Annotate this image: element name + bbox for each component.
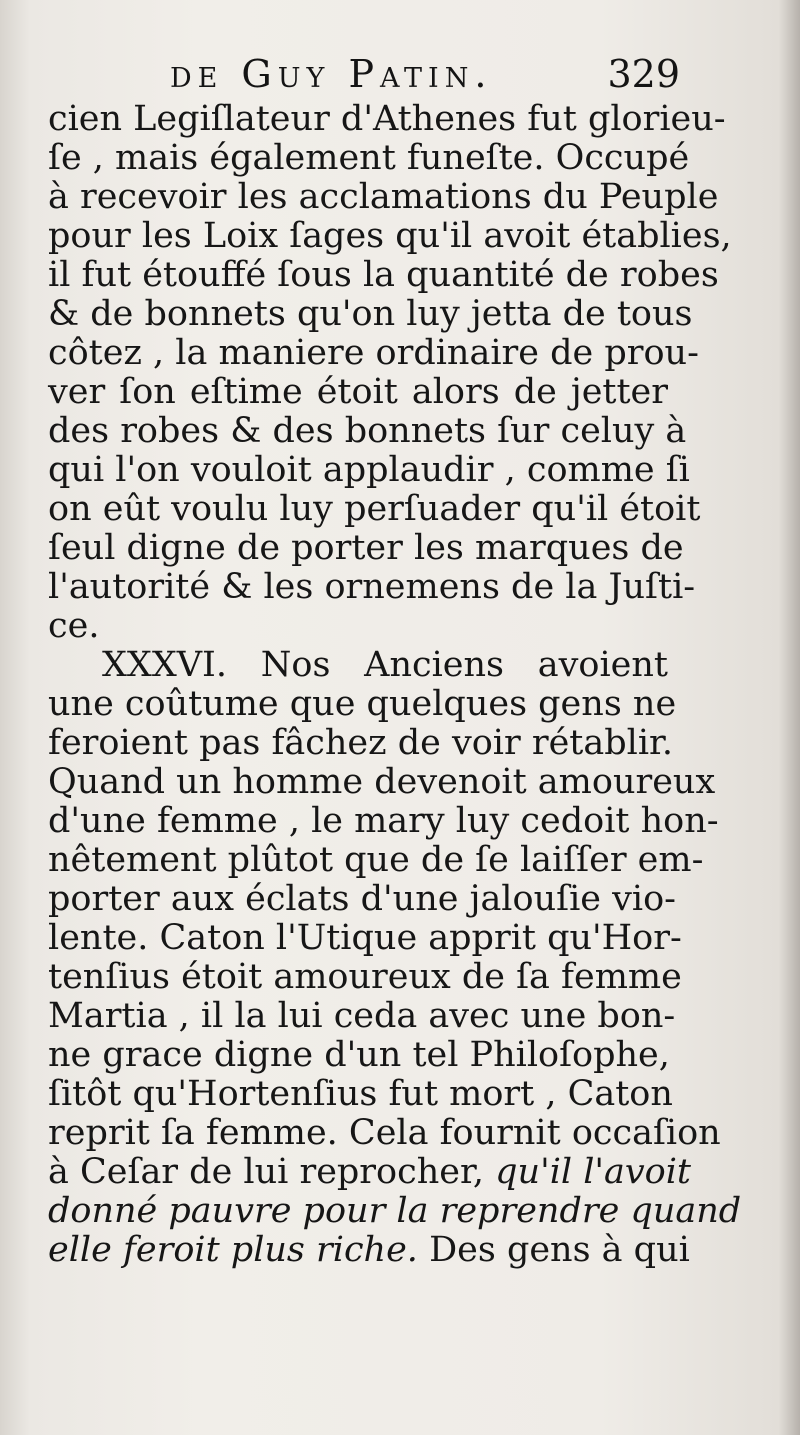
text-line: qui l'on vouloit applaudir , comme ſi [48, 450, 690, 490]
text-line: & de bonnets qu'on luy jetta de tous [48, 294, 693, 334]
text-line: Martia , il la lui ceda avec une bon- [48, 996, 676, 1036]
body-text [48, 99, 742, 1270]
page-edge-shadow [778, 0, 800, 1435]
text-line: feroient pas fâchez de voir rétablir. [48, 723, 674, 763]
text-line: ne grace digne d'un tel Philoſophe, [48, 1035, 670, 1075]
text-line: Quand un homme devenoit amoureux [48, 762, 716, 802]
text-line: côtez , la maniere ordinaire de prou- [48, 333, 699, 373]
text-italic-quote: qu'il l'avoit [495, 1152, 691, 1192]
text-italic-quote: donné pauvre pour la reprendre quand [48, 1191, 742, 1231]
text-line: ſitôt qu'Hortenſius fut mort , Caton [48, 1074, 673, 1114]
running-title: de Guy Patin. [170, 52, 493, 96]
text-line: une coûtume que quelques gens ne [48, 684, 677, 724]
text-line: d'une femme , le mary luy cedoit hon- [48, 801, 719, 841]
text-line: cien Legiſlateur d'Athenes fut glorieu- [48, 99, 726, 139]
text-line: reprit ſa femme. Cela fournit occaſion [48, 1113, 721, 1153]
text-line: il fut étouffé ſous la quantité de robes [48, 255, 719, 295]
text-line: des robes & des bonnets ſur celuy à [48, 411, 687, 451]
page-number: 329 [607, 52, 680, 96]
text-line: ſeul digne de porter les marques de [48, 528, 684, 568]
text-line: on eût voulu luy perſuader qu'il étoit [48, 489, 701, 529]
text-line: tenſius étoit amoureux de ſa femme [48, 957, 682, 997]
text-italic-quote: elle feroit plus riche. [48, 1230, 418, 1270]
text-roman: à Ceſar de lui reprocher, [48, 1152, 484, 1192]
text-line: ſe , mais également funeſte. Occupé [48, 138, 690, 178]
text-roman: Des gens à qui [429, 1230, 690, 1270]
text-line: l'autorité & les ornemens de la Juſti- [48, 567, 696, 607]
text-line-mixed [48, 1230, 690, 1270]
page-header [40, 52, 680, 102]
text-line: ver ſon eſtime étoit alors de jetter [48, 372, 668, 412]
text-line: nêtement plûtot que de ſe laiſſer em- [48, 840, 704, 880]
text-line: ce. [48, 606, 100, 646]
text-line: pour les Loix ſages qu'il avoit établies, [48, 216, 732, 256]
text-line: porter aux éclats d'une jalouſie vio- [48, 879, 676, 919]
text-line: lente. Caton l'Utique apprit qu'Hor- [48, 918, 682, 958]
text-line: à recevoir les acclamations du Peuple [48, 177, 719, 217]
text-line-mixed [48, 1152, 691, 1192]
section-start-line: XXXVI. Nos Anciens avoient [102, 645, 668, 685]
